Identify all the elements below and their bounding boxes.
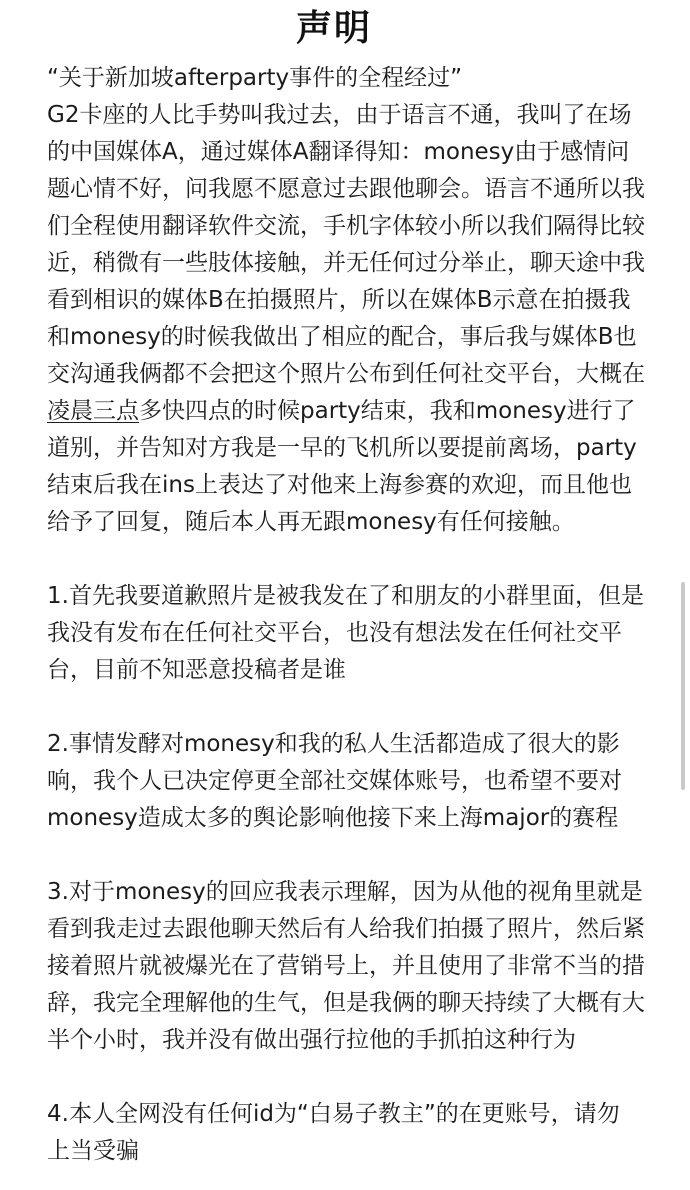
text-line: 看到相识的媒体B在拍摄照片，所以在媒体B示意在拍摄我 [47, 287, 631, 313]
point-item-2 [47, 726, 677, 837]
statement-body [47, 60, 677, 1170]
text-line: 交沟通我俩都不会把这个照片公布到任何社交平台，大概在 [47, 361, 645, 387]
point-item-4 [47, 1096, 677, 1170]
text-line: 半个小时，我并没有做出强行拉他的手抓拍这种行为 [47, 1027, 576, 1053]
text-line: 接着照片就被爆光在了营销号上，并且使用了非常不当的措 [47, 953, 645, 979]
text-line: 看到我走过去跟他聊天然后有人给我们拍摄了照片，然后紧 [47, 916, 645, 942]
text-line: 1.首先我要道歉照片是被我发在了和朋友的小群里面，但是 [47, 583, 644, 609]
text-line: 响，我个人已决定停更全部社交媒体账号，也希望不要对 [47, 768, 622, 794]
text-line: G2卡座的人比手势叫我过去，由于语言不通，我叫了在场 [47, 102, 632, 128]
text-line: 我没有发布在任何社交平台，也没有想法发在任何社交平 [47, 620, 622, 646]
text-line: 3.对于monesy的回应我表示理解，因为从他的视角里就是 [47, 879, 643, 905]
text-line: 题心情不好，问我愿不愿意过去跟他聊会。语言不通所以我 [47, 176, 645, 202]
text-line: 4.本人全网没有任何id为“白易子教主”的在更账号，请勿 [47, 1101, 620, 1127]
account-paragraph [47, 97, 677, 541]
blank-line [47, 1059, 677, 1096]
text-line [47, 393, 677, 430]
text-line: 们全程使用翻译软件交流，手机字体较小所以我们隔得比较 [47, 213, 645, 239]
blank-line [47, 837, 677, 874]
text-line: 上当受骗 [47, 1138, 139, 1164]
point-item-1 [47, 578, 677, 689]
text-line: 辞，我完全理解他的生气，但是我俩的聊天持续了大概有大 [47, 990, 645, 1016]
text-line: 给予了回复，随后本人再无跟monesy有任何接触。 [47, 509, 575, 535]
text-line: 道别，并告知对方我是一早的飞机所以要提前离场，party [47, 435, 637, 461]
text-line: 和monesy的时候我做出了相应的配合，事后我与媒体B也 [47, 324, 637, 350]
blank-line [47, 541, 677, 578]
point-item-3 [47, 874, 677, 1059]
statement-heading: “关于新加坡afterparty事件的全程经过” [47, 65, 463, 91]
text-line: 的中国媒体A，通过媒体A翻译得知：monesy由于感情问 [47, 139, 630, 165]
underlined-text: 凌晨三点 [47, 398, 139, 424]
text-line: monesy造成太多的舆论影响他接下来上海major的赛程 [47, 805, 619, 831]
text-line: 台，目前不知恶意投稿者是谁 [47, 657, 346, 683]
text-line: 近，稍微有一些肢体接触，并无任何过分举止，聊天途中我 [47, 250, 645, 276]
page-title: 声明 [295, 8, 372, 49]
text-line: 结束后我在ins上表达了对他来上海参赛的欢迎，而且他也 [47, 472, 632, 498]
text-segment: 多快四点的时候party结束，我和monesy进行了 [139, 398, 636, 424]
scrollbar-thumb[interactable] [681, 582, 685, 790]
blank-line [47, 689, 677, 726]
text-line: 2.事情发酵对monesy和我的私人生活都造成了很大的影 [47, 731, 620, 757]
